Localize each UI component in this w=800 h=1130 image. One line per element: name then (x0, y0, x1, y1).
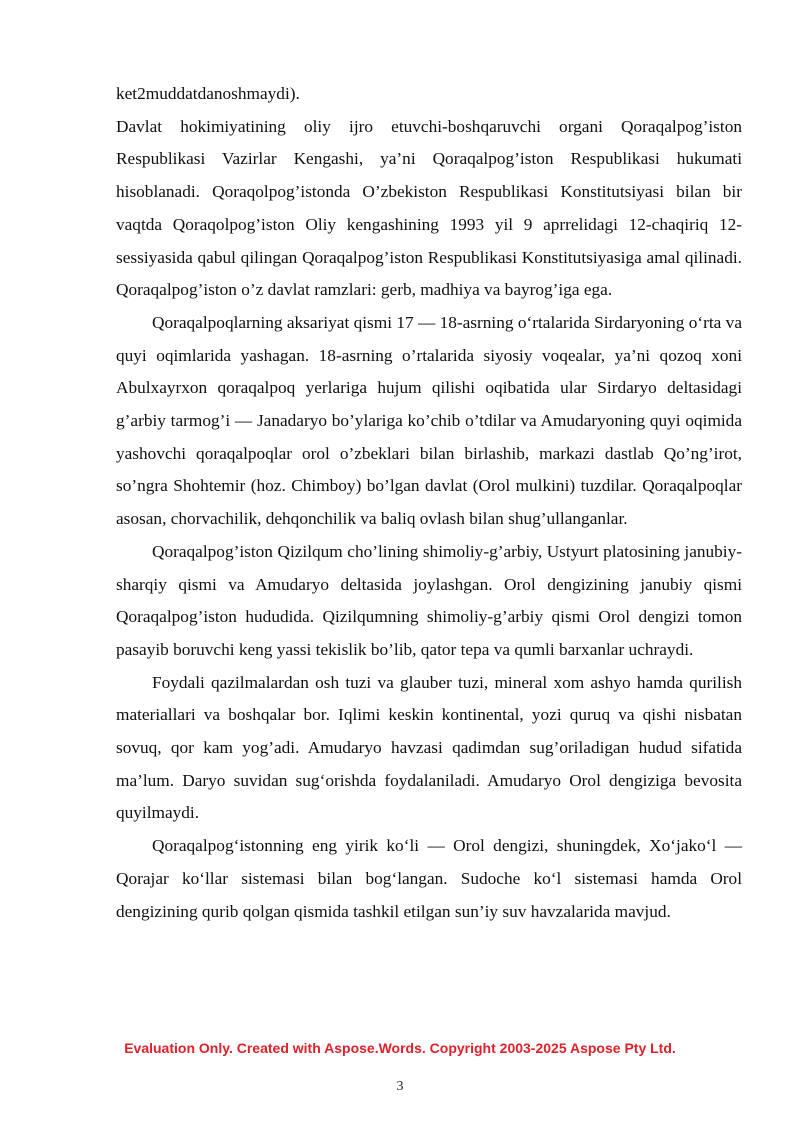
paragraph-government: Davlat hokimiyatining oliy ijro etuvchi-boshqaruvchi organi Qoraqalpog’iston Respublikasi Vazirlar Kengashi, ya’ni Qoraqalpog’iston Respublikasi hukumati hisoblanadi. Qoraqolpog’istonda O’zbekiston Respublikasi Konstitutsiyasi bilan bir vaqtda Qoraqolpog’iston Oliy kengashining 1993 yil 9 aprrelidagi 12-chaqiriq 12-sessiyasida qabul qilingan Qoraqalpog’iston Respublikasi Konstitutsiyasiga amal qilinadi. Qoraqalpog’iston o’z davlat ramzlari: gerb, madhiya va bayrog’iga ega. (116, 116, 742, 300)
paragraph-continuation: ket2muddatdanoshmaydi). (116, 84, 300, 103)
page-number: 3 (396, 1079, 404, 1094)
paragraph-lakes: Qoraqalpog‘istonning eng yirik ko‘li — Orol dengizi, shuningdek, Xo‘jako‘l — Qorajar ko‘llar sistemasi bilan bog‘langan. Sudoche ko‘l sistemasi hamda Orol dengizining qurib qolgan qismida tashkil etilgan sun’iy suv havzalarida mavjud. (116, 836, 742, 921)
document-body (116, 78, 742, 928)
evaluation-watermark: Evaluation Only. Created with Aspose.Words. Copyright 2003-2025 Aspose Pty Ltd. (124, 1040, 676, 1056)
paragraph-resources-climate: Foydali qazilmalardan osh tuzi va glauber tuzi, mineral xom ashyo hamda qurilish materiallari va boshqalar bor. Iqlimi keskin kontinental, yozi quruq va qishi nisbatan sovuq, qor kam yog’adi. Amudaryo havzasi qadimdan sug’oriladigan hudud sifatida ma’lum. Daryo suvidan sug‘orishda foydalaniladi. Amudaryo Orol dengiziga bevosita quyilmaydi. (116, 672, 742, 823)
paragraph-geography: Qoraqalpog’iston Qizilqum cho’lining shimoliy-g’arbiy, Ustyurt platosining janubiy-sharqiy qismi va Amudaryo deltasida joylashgan. Orol dengizining janubiy qismi Qoraqalpog’iston hududida. Qizilqumning shimoliy-g’arbiy qismi Orol dengizi tomon pasayib boruvchi keng yassi tekislik bo’lib, qator tepa va qumli barxanlar uchraydi. (116, 541, 742, 659)
paragraph-history: Qoraqalpoqlarning aksariyat qismi 17 — 18-asrning o‘rtalarida Sirdaryoning o‘rta va quyi oqimlarida yashagan. 18-asrning o’rtalarida siyosiy voqealar, ya’ni qozoq xoni Abulxayrxon qoraqalpoq yerlariga hujum qilishi oqibatida ular Sirdaryo deltasidagi g’arbiy tarmog’i — Janadaryo bo’ylariga ko’chib o’tdilar va Amudaryoning quyi oqimida yashovchi qoraqalpoqlar orol o’zbeklari bilan birlashib, markazi dastlab Qo’ng’irot, so’ngra Shohtemir (hoz. Chimboy) bo’lgan davlat (Orol mulkini) tuzdilar. Qoraqalpoqlar asosan, chorvachilik, dehqonchilik va baliq ovlash bilan shug’ullanganlar. (116, 312, 742, 529)
